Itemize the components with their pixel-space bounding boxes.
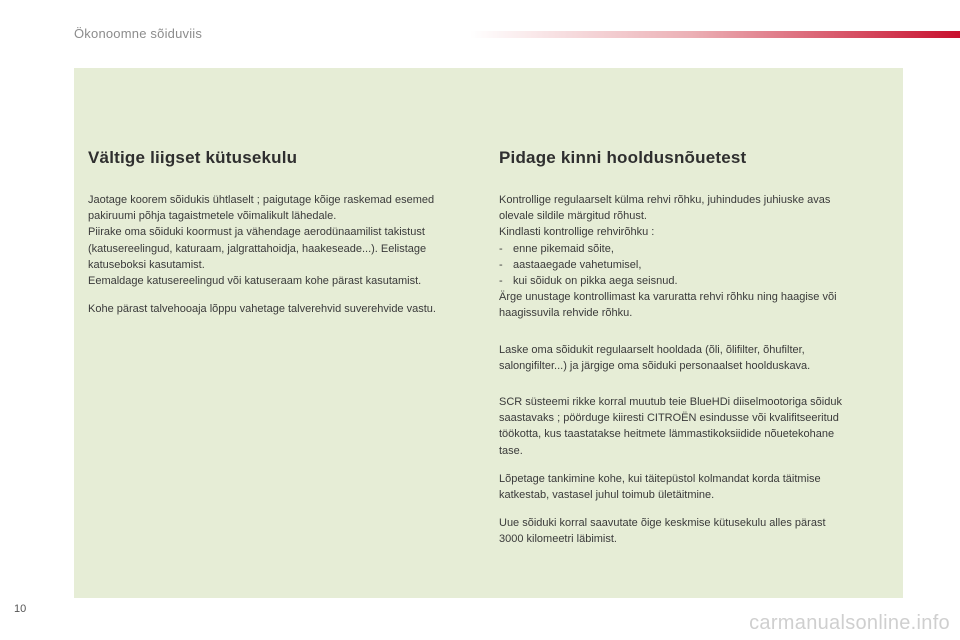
text-line: saastavaks ; pöörduge kiiresti CITROËN esindusse või kvalifitseeritud	[499, 412, 839, 425]
list-item-text: kui sõiduk on pikka aega seisnud.	[513, 275, 678, 288]
text-line: katuseboksi kasutamist.	[88, 258, 205, 271]
text-line: olevale sildile märgitud rõhust.	[499, 210, 647, 223]
text-line: 3000 kilomeetri läbimist.	[499, 533, 617, 546]
text-line: Uue sõiduki korral saavutate õige keskmise kütusekulu alles pärast	[499, 517, 826, 530]
service-paragraph	[499, 342, 897, 374]
left-column	[88, 148, 483, 317]
text-line: SCR süsteemi rikke korral muutub teie BlueHDi diiselmootoriga sõiduk	[499, 396, 842, 409]
text-line: Kontrollige regulaarselt külma rehvi rõhku, juhindudes juhiuske avas	[499, 194, 831, 206]
text-line: Jaotage koorem sõidukis ühtlaselt ; paigutage kõige raskemad esemed	[88, 194, 435, 206]
tire-pressure-paragraph	[499, 192, 897, 322]
refuel-paragraph	[499, 471, 897, 503]
left-heading: Vältige liigset kütusekulu	[88, 148, 298, 167]
text-line: Laske oma sõidukit regulaarselt hooldada (õli, õlifilter, õhufilter,	[499, 343, 805, 356]
content-panel	[74, 68, 903, 598]
new-vehicle-paragraph	[499, 515, 897, 547]
watermark: carmanualsonline.info	[749, 612, 950, 634]
text-line: Piirake oma sõiduki koormust ja vähendage aerodünaamilist takistust	[88, 226, 425, 239]
list-item: - aastaaegade vahetumisel,	[499, 257, 897, 273]
left-paragraph-2: Kohe pärast talvehooaja lõppu vahetage talverehvid suverehvide vastu.	[88, 303, 436, 316]
text-line: (katusereelingud, katuraam, jalgrattahoidja, haakeseade...). Eelistage	[88, 242, 427, 255]
text-line: Ärge unustage kontrollimast ka varuratta rehvi rõhku ning haagise või	[499, 291, 837, 304]
scr-paragraph	[499, 394, 897, 459]
list-item: - kui sõiduk on pikka aega seisnud.	[499, 273, 897, 289]
text-line: töökotta, kus taastatakse heitmete lämmastikoksiidide nõuetekohane	[499, 428, 835, 441]
header-accent-bar	[470, 31, 960, 38]
text-line: Eemaldage katusereelingud või katuseraam kohe pärast kasutamist.	[88, 275, 422, 288]
page-number: 10	[14, 603, 27, 615]
text-line: Lõpetage tankimine kohe, kui täitepüstol kolmandat korda täitmise	[499, 472, 821, 485]
list-item-text: enne pikemaid sõite,	[513, 242, 614, 255]
section-header: Ökonoomne sõiduviis	[74, 26, 203, 41]
text-line: salongifilter...) ja järgige oma sõiduki personaalset hoolduskava.	[499, 359, 811, 372]
right-heading: Pidage kinni hooldusnõuetest	[499, 148, 747, 167]
left-paragraph-1	[88, 192, 483, 289]
text-line: haagissuvila rehvide rõhku.	[499, 307, 633, 320]
list-item: - enne pikemaid sõite,	[499, 241, 897, 257]
list-item-text: aastaaegade vahetumisel,	[513, 258, 642, 271]
text-line: Kindlasti kontrollige rehvirõhku :	[499, 226, 655, 239]
text-line: tase.	[499, 444, 523, 457]
text-line: pakiruumi põhja tagaistmetele võimalikult lähedale.	[88, 210, 337, 223]
right-column	[499, 148, 897, 548]
text-line: katkestab, vastasel juhul toimub ületäitmine.	[499, 489, 715, 502]
